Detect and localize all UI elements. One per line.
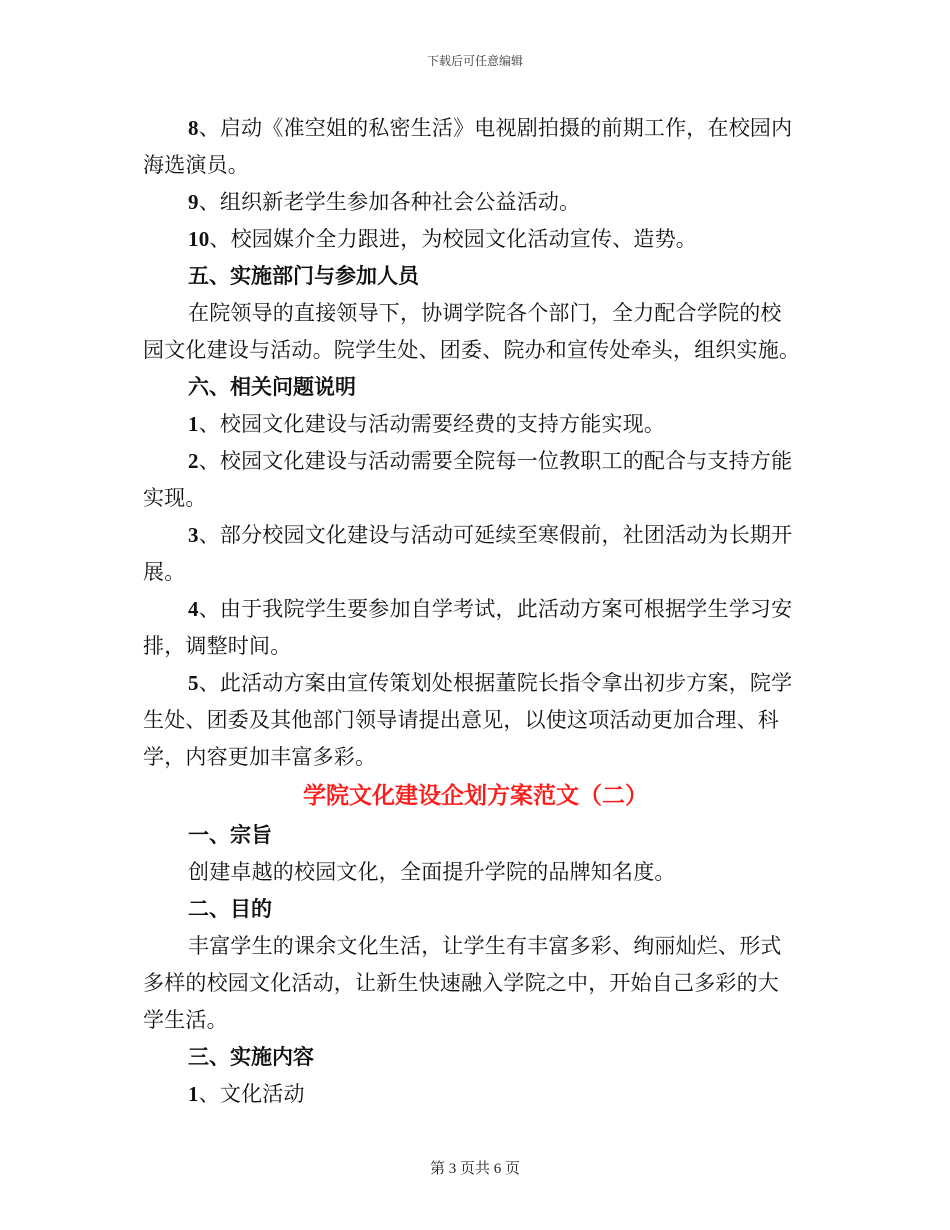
list-item-5-cont: 生处、团委及其他部门领导请提出意见，以使这项活动更加合理、科 bbox=[143, 708, 779, 732]
document-title: 学院文化建设企划方案范文（二） bbox=[303, 783, 648, 809]
list-item-content-1 bbox=[143, 1076, 808, 1113]
section-heading-2: 二、目的 bbox=[188, 897, 272, 921]
list-item-10 bbox=[143, 221, 808, 258]
list-item-3 bbox=[143, 517, 808, 554]
item-number: 4 bbox=[188, 597, 199, 621]
item-number: 1 bbox=[188, 412, 199, 436]
item-number: 8 bbox=[188, 116, 199, 140]
list-item-5-cont: 学，内容更加丰富多彩。 bbox=[143, 745, 377, 769]
item-number: 5 bbox=[188, 671, 199, 695]
list-item-4 bbox=[143, 591, 808, 628]
section-heading-5: 五、实施部门与参加人员 bbox=[188, 264, 419, 288]
paragraph: 丰富学生的课余文化生活，让学生有丰富多彩、绚丽灿烂、形式 bbox=[188, 934, 782, 958]
item-number: 3 bbox=[188, 523, 199, 547]
item-text: 、校园媒介全力跟进，为校园文化活动宣传、造势。 bbox=[209, 227, 698, 251]
section-heading-3: 三、实施内容 bbox=[188, 1045, 314, 1069]
list-item-8 bbox=[143, 110, 808, 147]
paragraph-cont: 园文化建设与活动。院学生处、团委、院办和宣传处牵头，组织实施。 bbox=[143, 338, 801, 362]
page-number: 第 3 页共 6 页 bbox=[429, 1161, 520, 1177]
paragraph-cont: 学生活。 bbox=[143, 1008, 228, 1032]
item-number: 1 bbox=[188, 1082, 199, 1106]
page-header-note: 下载后可任意编辑 bbox=[426, 54, 523, 68]
list-item-2 bbox=[143, 443, 808, 480]
item-text: 、文化活动 bbox=[198, 1082, 305, 1106]
list-item-9 bbox=[143, 184, 808, 221]
item-text: 、校园文化建设与活动需要经费的支持方能实现。 bbox=[198, 412, 666, 436]
item-number: 10 bbox=[188, 227, 210, 251]
item-text: 、由于我院学生要参加自学考试，此活动方案可根据学生学习安 bbox=[198, 597, 793, 621]
document-body bbox=[143, 110, 808, 1113]
item-number: 2 bbox=[188, 449, 199, 473]
list-item-8-cont: 海选演员。 bbox=[143, 153, 249, 177]
item-text: 、此活动方案由宣传策划处根据董院长指令拿出初步方案，院学 bbox=[198, 671, 793, 695]
section-heading-1: 一、宗旨 bbox=[188, 823, 272, 847]
list-item-2-cont: 实现。 bbox=[143, 486, 207, 510]
list-item-5 bbox=[143, 665, 808, 702]
item-text: 、校园文化建设与活动需要全院每一位教职工的配合与支持方能 bbox=[198, 449, 793, 473]
paragraph: 在院领导的直接领导下，协调学院各个部门，全力配合学院的校 bbox=[188, 301, 782, 325]
list-item-4-cont: 排，调整时间。 bbox=[143, 634, 292, 658]
item-text: 、组织新老学生参加各种社会公益活动。 bbox=[198, 190, 581, 214]
list-item-3-cont: 展。 bbox=[143, 560, 186, 584]
item-number: 9 bbox=[188, 190, 199, 214]
item-text: 、部分校园文化建设与活动可延续至寒假前，社团活动为长期开 bbox=[198, 523, 793, 547]
paragraph: 创建卓越的校园文化，全面提升学院的品牌知名度。 bbox=[188, 860, 676, 884]
item-text: 、启动《准空姐的私密生活》电视剧拍摄的前期工作，在校园内 bbox=[198, 116, 793, 140]
list-item-1 bbox=[143, 406, 808, 443]
section-heading-6: 六、相关问题说明 bbox=[188, 375, 356, 399]
paragraph-cont: 多样的校园文化活动，让新生快速融入学院之中，开始自己多彩的大 bbox=[143, 971, 779, 995]
